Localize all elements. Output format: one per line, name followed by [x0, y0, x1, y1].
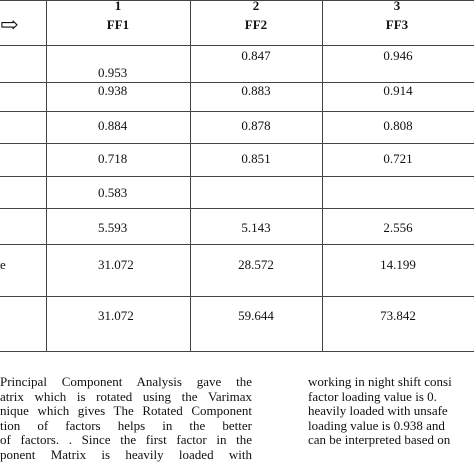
text-line: atrix which is rotated using the Varimax	[0, 389, 252, 404]
row-label: e	[0, 257, 6, 272]
column-label: FF2	[244, 17, 268, 32]
table-cell	[322, 48, 474, 63]
table-cell: 31.072	[98, 308, 134, 323]
cell-value: 14.199	[380, 257, 416, 272]
right-arrow-icon: ⇨	[0, 12, 19, 37]
table-cell: 28.572	[238, 257, 274, 272]
table-cell: 0.847	[241, 48, 271, 63]
text-line: working in night shift consi	[308, 375, 452, 389]
cell-value: 0.914	[383, 83, 413, 98]
table-cell: 31.072	[98, 257, 134, 272]
cell-value: 0.946	[383, 48, 413, 63]
table-rule	[0, 143, 474, 144]
table-cell: 0.953	[98, 65, 128, 80]
column-number: 2	[252, 0, 260, 13]
text-line: factor loading value is 0.	[308, 389, 437, 404]
text-line: ponent Matrix is heavily loaded with	[0, 447, 252, 462]
table-cell: 0.938	[98, 83, 128, 98]
text-line: loading value is 0.938 and	[308, 418, 445, 433]
text-line: can be interpreted based on	[308, 433, 451, 448]
text-line: heavily loaded with unsafe	[308, 404, 448, 419]
table-rule	[0, 244, 474, 245]
column-header-ff3	[322, 0, 474, 32]
text-line: of factors. . Since the first factor in the	[0, 433, 252, 448]
left-paragraph	[0, 375, 252, 463]
cell-value: 0.808	[383, 118, 413, 133]
table-cell	[322, 220, 474, 235]
column-header-ff2	[190, 0, 322, 32]
table-cell: 59.644	[238, 308, 274, 323]
table-cell: 0.878	[241, 118, 271, 133]
table-rule	[0, 176, 474, 177]
table-rule	[0, 111, 474, 112]
column-header-ff1	[46, 0, 190, 32]
column-number: 3	[393, 0, 401, 13]
table-cell	[322, 83, 474, 98]
text-line: tion of factors helps in the better	[0, 418, 252, 433]
table-cell: 5.593	[98, 220, 128, 235]
table-cell: 0.851	[241, 151, 271, 166]
table-rule	[0, 296, 474, 297]
right-paragraph	[308, 375, 474, 448]
table-cell	[322, 257, 474, 272]
column-number: 1	[114, 0, 122, 13]
table-rule	[0, 45, 474, 46]
table-cell	[322, 308, 474, 323]
cell-value: 73.842	[380, 308, 416, 323]
table-rule	[0, 351, 474, 352]
table-cell: 5.143	[241, 220, 271, 235]
column-label: FF1	[106, 17, 130, 32]
text-line: nique which gives The Rotated Component	[0, 404, 252, 419]
table-cell	[322, 118, 474, 133]
table-cell: 0.583	[98, 185, 128, 200]
table-cell: 0.718	[98, 151, 128, 166]
text-line: Principal Component Analysis gave the	[0, 375, 252, 389]
cell-value: 0.721	[383, 151, 413, 166]
table-rule	[46, 0, 47, 352]
table-rule	[0, 208, 474, 209]
table-cell: 0.883	[241, 83, 271, 98]
column-label: FF3	[385, 17, 409, 32]
table-cell	[322, 151, 474, 166]
table-cell: 0.884	[98, 118, 128, 133]
cell-value: 2.556	[383, 220, 413, 235]
